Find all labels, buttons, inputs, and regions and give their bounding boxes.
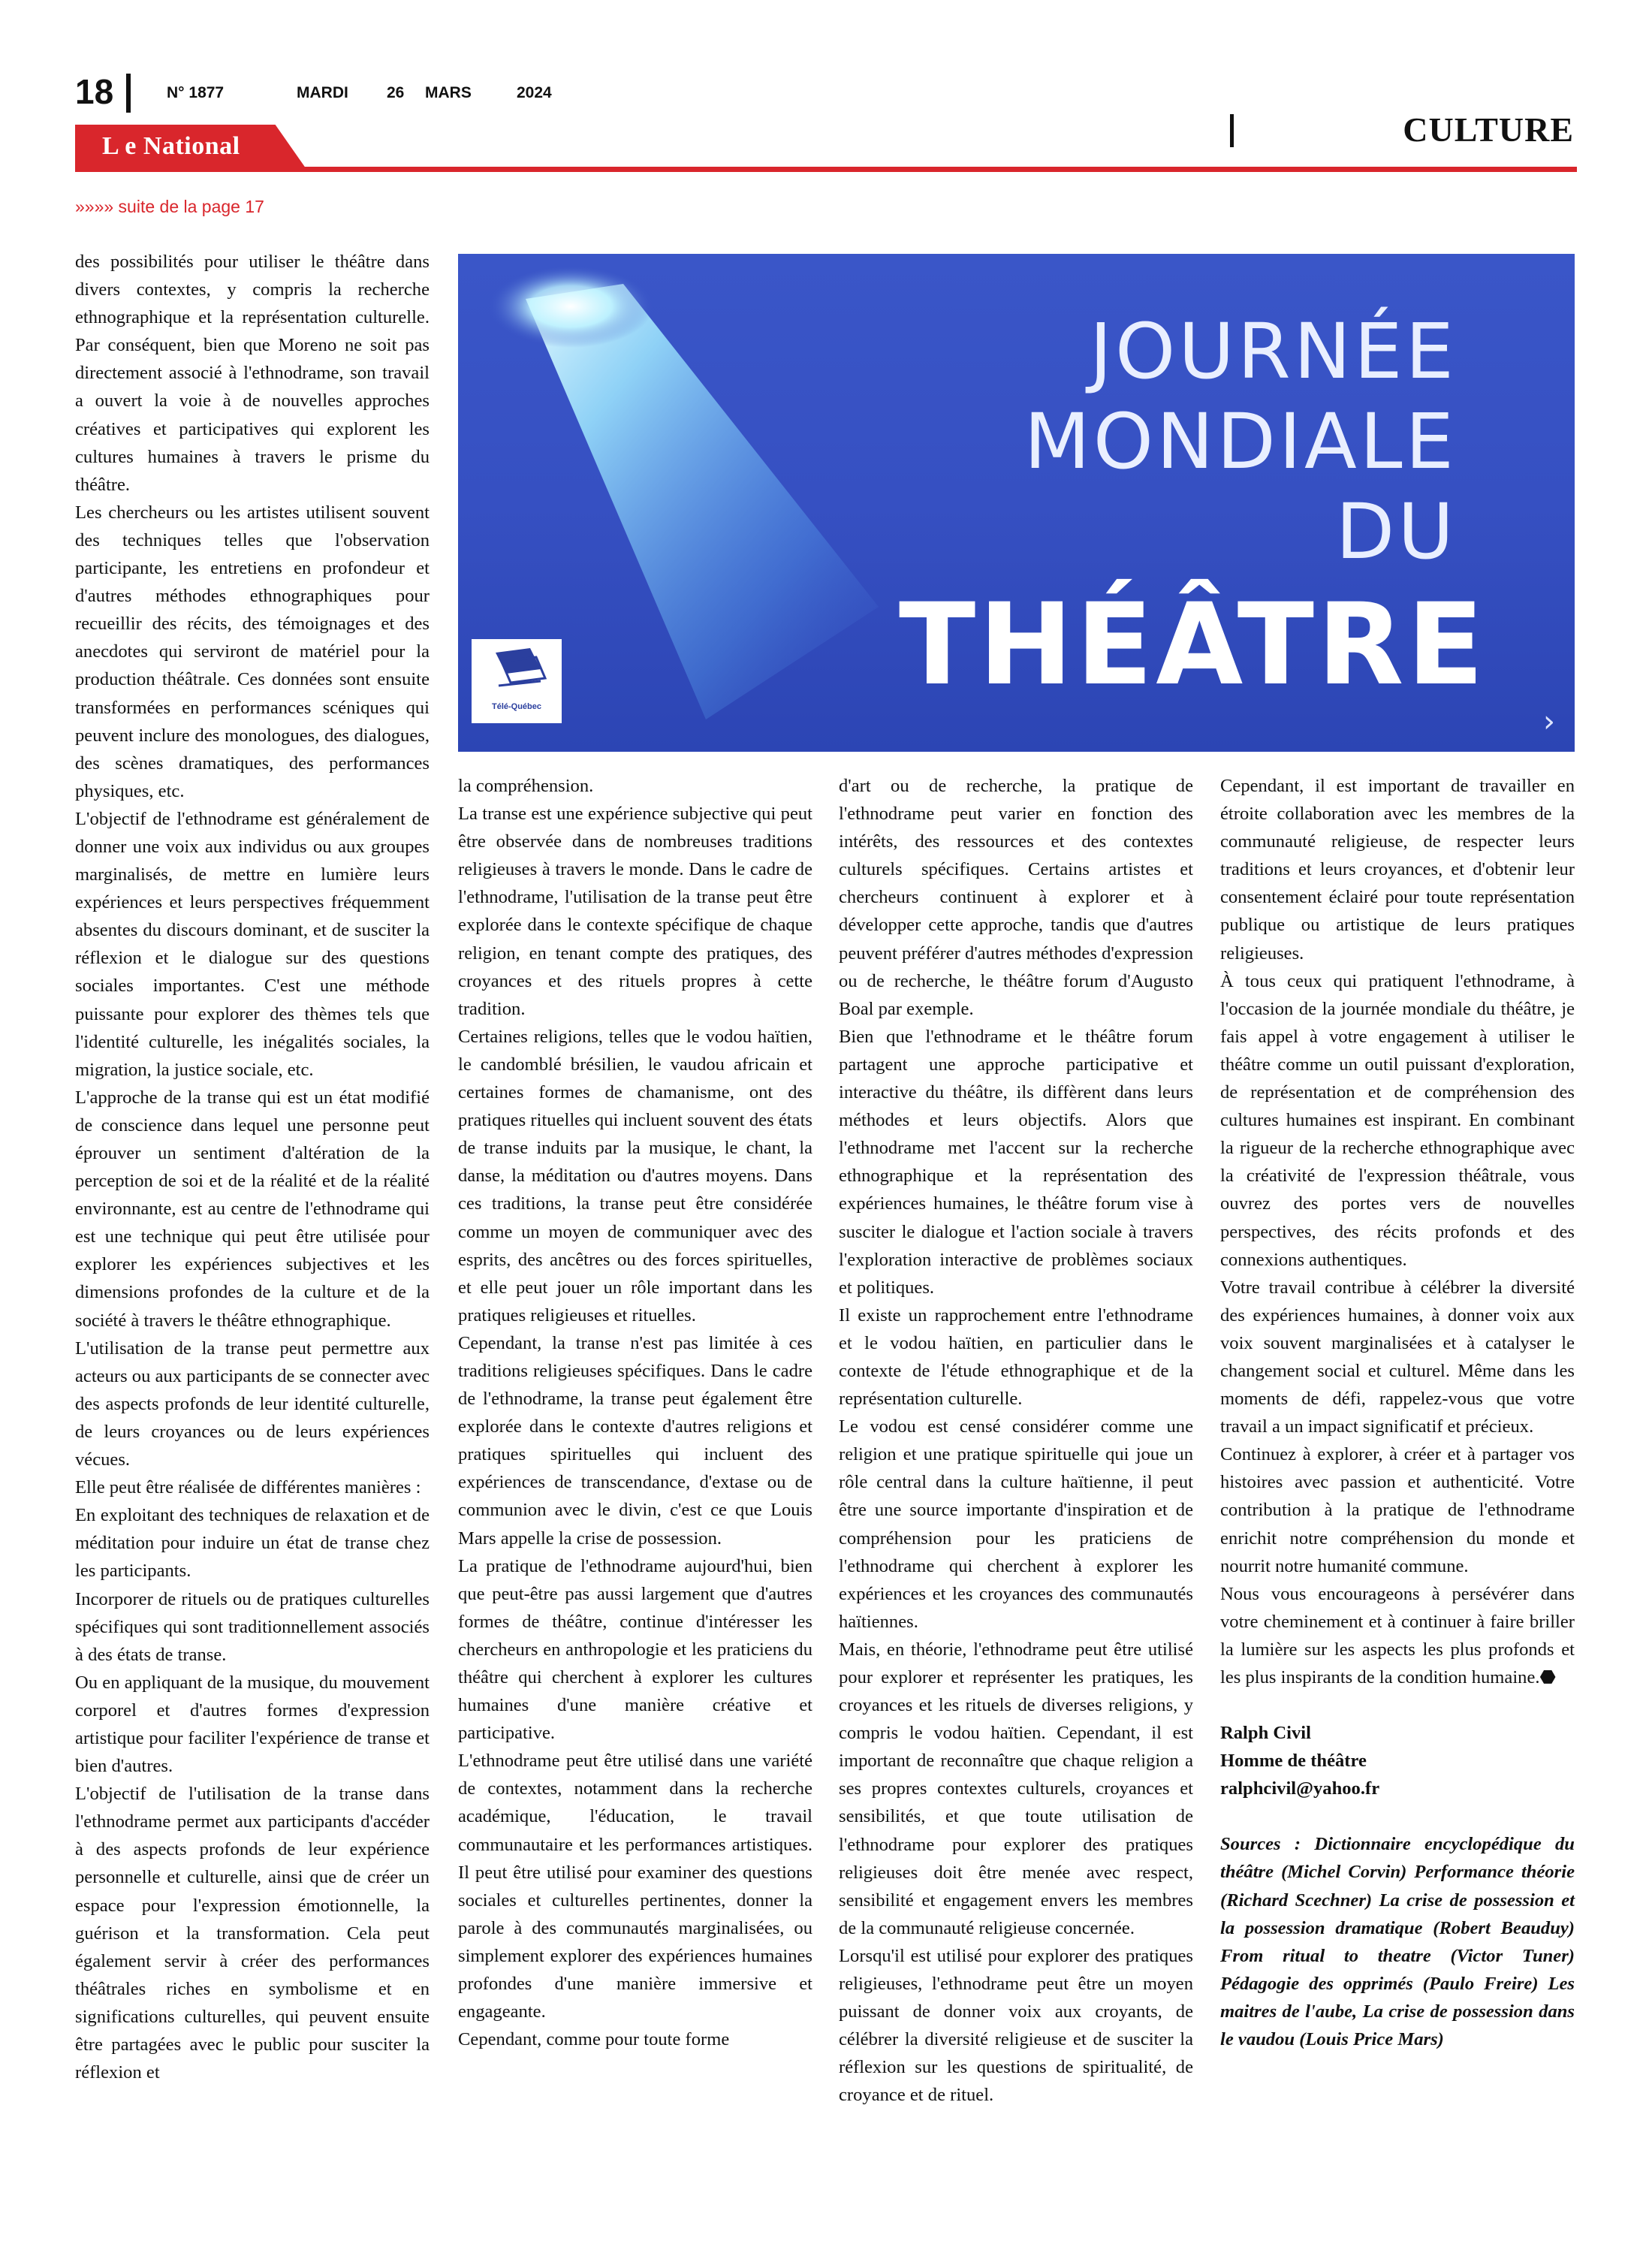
issue-month: MARS bbox=[425, 84, 472, 101]
banner-line-4: THÉÂTRE bbox=[898, 580, 1487, 710]
page-number-divider bbox=[126, 74, 131, 113]
banner-line-3: DU bbox=[1335, 487, 1457, 577]
paragraph: À tous ceux qui pratiquent l'ethnodrame, à l'occasion de la journée mondiale du théâtre, je fais appel à votre engagement à utiliser le théâtre comme un outil puissant d'exploration, de représentation et de compréhension des cultures humaines est inspirant. En combinant la rigueur de la recherche ethnographique avec la créativité de l'expression théâtrale, vous ouvrez des portes vers de nouvelles perspectives, des récits profonds et des connexions authentiques. bbox=[1220, 970, 1575, 1270]
paragraph: L'objectif de l'utilisation de la transe dans l'ethnodrame permet aux participants d'accéder à des aspects profonds de leur expérience personnelle et culturelle, ainsi que de créer un espace pour l'expression émotionnelle, la guérison et la transformation. Cela peut également servir à créer des performances théâtrales riches en symbolisme et en significations culturelles, qui peuvent ensuite être partagées avec le public pour susciter la réflexion et bbox=[75, 1784, 430, 2083]
author-email[interactable]: ralphcivil@yahoo.fr bbox=[1220, 1778, 1380, 1799]
paragraph: L'utilisation de la transe peut permettre aux acteurs ou aux participants de se connecter avec des aspects profonds de leur identité culturelle, de leurs croyances ou de leurs expériences vécues. bbox=[75, 1338, 430, 1470]
section-title: CULTURE bbox=[1403, 110, 1574, 149]
article-column-4 bbox=[1220, 772, 1575, 2053]
paragraph: Les chercheurs ou les artistes utilisent souvent des techniques telles que l'observation participante, les entretiens en profondeur et d'autres méthodes ethnographiques pour recueillir des récits, des témoignages et des anecdotes qui serviront de matériel pour la production théâtrale. Ces données sont ensuite transformées en performances scéniques qui peuvent inclure des monologues, des dialogues, des scènes dramatiques, des performances physiques, etc. bbox=[75, 502, 430, 801]
article-column-3 bbox=[839, 772, 1193, 2110]
author-name: Ralph Civil bbox=[1220, 1723, 1311, 1744]
paragraph: Cependant, la transe n'est pas limitée à ces traditions religieuses spécifiques. Dans le cadre de l'ethnodrame, la transe peut également être explorée dans le contexte d'autres religions et pratiques spirituelles qui incluent des expériences de transcendance, d'extase ou de communion avec le divin, c'est ce que Louis Mars appelle la crise de possession. bbox=[458, 1332, 812, 1549]
continued-from-link[interactable]: »»»» suite de la page 17 bbox=[75, 197, 264, 216]
paragraph: Le vodou est censé considérer comme une religion et une pratique spirituelle qui joue un rôle central dans la culture haïtienne, il peut être une source importante d'inspiration et de compréhension pour les praticiens de l'ethnodrame qui cherchent à explorer les expériences et les croyances des communautés haïtiennes. bbox=[839, 1416, 1193, 1632]
newspaper-logo: L e National bbox=[102, 132, 240, 160]
world-theatre-day-banner bbox=[458, 254, 1575, 752]
paragraph: des possibilités pour utiliser le théâtre dans divers contextes, y compris la recherche ethnographique et la représentation culturelle. Par conséquent, bien que Moreno ne soit pas directement associé à l'ethnodrame, son travail a ouvert la voie à de nouvelles approches créatives et participatives qui explorent les cultures humaines à travers le prisme du théâtre. bbox=[75, 252, 430, 495]
author-role: Homme de théâtre bbox=[1220, 1751, 1367, 1772]
paragraph: Ou en appliquant de la musique, du mouvement corporel et d'autres formes d'expression artistique pour faciliter l'expérience de transe et bien d'autres. bbox=[75, 1672, 430, 1777]
paragraph: L'ethnodrame peut être utilisé dans une variété de contextes, notamment dans la recherche académique, l'éducation, le travail communautaire et les performances artistiques. Il peut être utilisé pour examiner des questions sociales et culturelles pertinentes, donner la parole à des communautés marginalisées, ou simplement explorer des expériences humaines profondes d'une manière immersive et engageante. bbox=[458, 1751, 812, 2022]
issue-year: 2024 bbox=[517, 84, 552, 101]
issue-number: N° 1877 bbox=[167, 84, 225, 101]
paragraph: Cependant, comme pour toute forme bbox=[458, 2029, 730, 2050]
tele-quebec-logo bbox=[472, 639, 562, 723]
chevron-right-icon[interactable]: › bbox=[1543, 704, 1555, 739]
issue-date: 26 bbox=[387, 84, 405, 101]
page-number: 18 bbox=[75, 72, 114, 111]
section-divider bbox=[1230, 114, 1234, 147]
paragraph: L'objectif de l'ethnodrame est généralement de donner une voix aux individus ou aux groupes marginalisés, de mettre en lumière leurs expériences et leurs perspectives fréquemment absentes du discours dominant, et de susciter la réflexion et le dialogue sur des questions sociales importantes. C'est une méthode puissante pour explorer des thèmes tels que l'identité culturelle, les inégalités sociales, la migration, la justice sociale, etc. bbox=[75, 808, 430, 1080]
paragraph: Nous vous encourageons à persévérer dans votre cheminement et à continuer à faire briller la lumière sur les aspects les plus profonds et les plus inspirants de la condition humaine.⬣ bbox=[1220, 1583, 1575, 1687]
paragraph: L'approche de la transe qui est un état modifié de conscience dans lequel une personne peut éprouver un sentiment d'altération de la perception de soi et de la réalité et de la réalité environnante, est au centre de l'ethnodrame qui est une technique qui peut être utilisée pour explorer les expériences subjectives et les dimensions profondes de la culture et de la société à travers le théâtre ethnographique. bbox=[75, 1087, 430, 1331]
tele-quebec-icon bbox=[472, 639, 562, 699]
issue-day: MARDI bbox=[297, 84, 348, 101]
paragraph: Continuez à explorer, à créer et à partager vos histoires avec passion et authenticité. Votre contribution à la pratique de l'ethnodrame enrichit notre compréhension du monde et nourrit notre humanité commune. bbox=[1220, 1444, 1575, 1576]
article-column-2 bbox=[458, 772, 812, 2053]
paragraph: Il existe un rapprochement entre l'ethnodrame et le vodou haïtien, en particulier dans le contexte de l'étude ethnographique et de la représentation culturelle. bbox=[839, 1304, 1193, 1410]
sources: Sources : Dictionnaire encyclopédique du théâtre (Michel Corvin) Performance théorie (Richard Scechner) La crise de possession et la possession dramatique (Robert Beauduy) From ritual to theatre (Victor Tuner) Pédagogie des opprimés (Paulo Freire) Les maitres de l'aube, La crise de possession dans le vaudou (Louis Price Mars) bbox=[1220, 1834, 1575, 2050]
paragraph: Cependant, il est important de travailler en étroite collaboration avec les membres de la communauté religieuse, de respecter leurs traditions et leurs croyances, et d'obtenir leur consentement éclairé pour toute représentation publique ou artistique de leurs pratiques religieuses. bbox=[1220, 776, 1575, 964]
banner-line-2: MONDIALE bbox=[1023, 397, 1457, 487]
article-column-1 bbox=[75, 248, 430, 2086]
paragraph: Elle peut être réalisée de différentes manières : bbox=[75, 1477, 421, 1498]
tele-quebec-label: Télé-Québec bbox=[491, 702, 542, 711]
paragraph: Mais, en théorie, l'ethnodrame peut être utilisé pour explorer et représenter les pratiques, les croyances et les rituels de diverses religions, y compris le vodou haïtien. Cependant, il est important de reconnaître que chaque religion a ses propres contextes culturels, croyances et sensibilités, et que toute utilisation de l'ethnodrame pour explorer des pratiques religieuses doit être menée avec respect, sensibilité et engagement envers les membres de la communauté religieuse concernée. bbox=[839, 1639, 1193, 1938]
paragraph: En exploitant des techniques de relaxation et de méditation pour induire un état de transe chez les participants. bbox=[75, 1505, 430, 1582]
banner-line-1: JOURNÉE bbox=[1089, 307, 1457, 397]
paragraph: La pratique de l'ethnodrame aujourd'hui, bien que peut-être pas aussi largement que d'autres formes de théâtre, continue d'intéresser les chercheurs en anthropologie et les praticiens du théâtre qui cherchent à explorer les cultures humaines d'une manière créative et participative. bbox=[458, 1555, 812, 1744]
author-block bbox=[1220, 1719, 1575, 1802]
paragraph: Incorporer de rituels ou de pratiques culturelles spécifiques qui sont traditionnellement associés à des états de transe. bbox=[75, 1588, 430, 1665]
paragraph: Votre travail contribue à célébrer la diversité des expériences humaines, à donner voix aux voix souvent marginalisées et à catalyser le changement social et culturel. Même dans les moments de défi, rappelez-vous que votre travail a un impact significatif et précieux. bbox=[1220, 1277, 1575, 1437]
paragraph: Bien que l'ethnodrame et le théâtre forum partagent une approche participative et interactive du théâtre, ils diffèrent dans leurs méthodes et leurs objectifs. Alors que l'ethnodrame met l'accent sur la recherche ethnographique et la représentation des expériences humaines, le théâtre forum vise à susciter le dialogue et l'action sociale à travers l'exploration interactive de problèmes sociaux et politiques. bbox=[839, 1026, 1193, 1298]
paragraph: La transe est une expérience subjective qui peut être observée dans de nombreuses traditions religieuses à travers le monde. Dans le cadre de l'ethnodrame, l'utilisation de la transe peut être explorée dans le contexte spécifique de chaque religion, en tenant compte des pratiques, des croyances et des rituels propres à cette tradition. bbox=[458, 804, 812, 1019]
paragraph: Certaines religions, telles que le vodou haïtien, le candomblé brésilien, le vaudou africain et certaines formes de chamanisme, ont des pratiques rituelles qui incluent souvent des états de transe induits par la musique, le chant, la danse, la méditation ou d'autres moyens. Dans ces traditions, la transe peut être considérée comme un moyen de communiquer avec des esprits, des ancêtres ou des forces spirituelles, et elle peut jouer un rôle important dans les pratiques religieuses et rituelles. bbox=[458, 1026, 812, 1326]
paragraph: d'art ou de recherche, la pratique de l'ethnodrame peut varier en fonction des intérêts, des ressources et des contextes culturels spécifiques. Certains artistes et chercheurs continuent à explorer et à développer cette approche, tandis que d'autres peuvent préférer d'autres méthodes d'expression ou de recherche, le théâtre forum d'Augusto Boal par exemple. bbox=[839, 776, 1193, 1019]
paragraph: Lorsqu'il est utilisé pour explorer des pratiques religieuses, l'ethnodrame peut être un moyen puissant de donner voix aux croyants, de célébrer la diversité religieuse et de susciter la réflexion sur les questions de spiritualité, de croyance et de rituel. bbox=[839, 1945, 1193, 2106]
paragraph: la compréhension. bbox=[458, 776, 594, 796]
